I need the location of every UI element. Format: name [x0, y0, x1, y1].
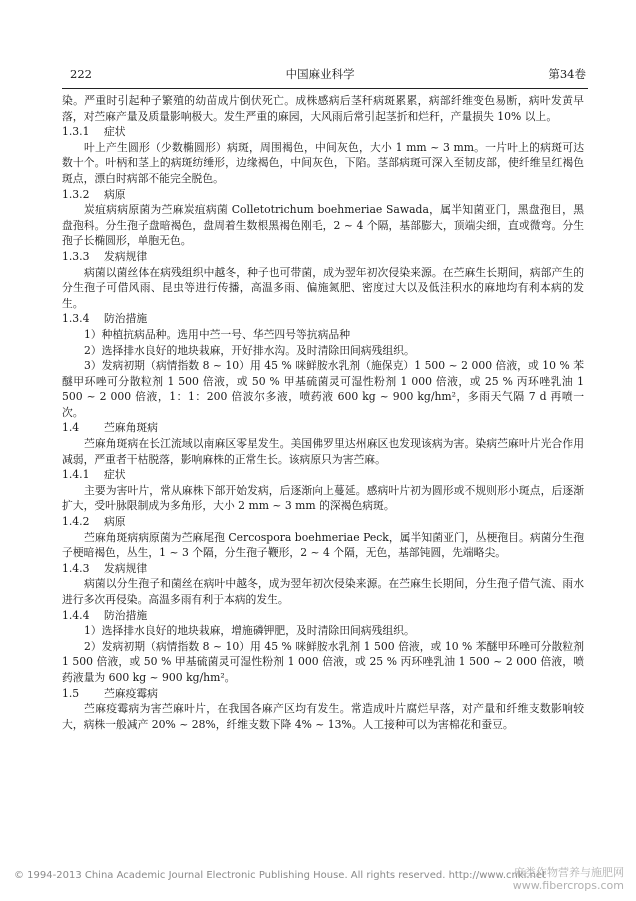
- section-heading: [62, 420, 584, 436]
- section-number: 1.4.1: [62, 468, 90, 482]
- page-number: 222: [70, 67, 92, 81]
- section-title: 苎麻疫霉病: [104, 686, 158, 700]
- section-number: 1.3.1: [62, 125, 90, 139]
- section-heading: [62, 187, 584, 203]
- watermark-line-2: www.fibercrops.com: [512, 879, 624, 892]
- section-number: 1.4.2: [62, 515, 90, 529]
- section-heading: [62, 467, 584, 483]
- body-paragraph: 叶上产生圆形（少数椭圆形）病斑，周围褐色，中间灰色，大小 1 mm ~ 3 mm。一片叶上的病斑可达数十个。叶柄和茎上的病斑纺缍形，边缘褐色，中间灰色，下陷。茎部病斑可深入至韧皮部，使纤维呈红褐色斑点，漂白时病部不能完全脱色。: [62, 140, 584, 185]
- body-paragraph: 苎麻角斑病在长江流域以南麻区零星发生。美国佛罗里达州麻区也发现该病为害。染病苎麻叶片光合作用减弱，严重者干枯脱落，影响麻株的正常生长。该病原只为害苎麻。: [62, 437, 584, 466]
- journal-title: 中国麻业科学: [285, 67, 355, 81]
- section-heading: [62, 608, 584, 624]
- section-heading: [62, 514, 584, 530]
- section-heading: [62, 686, 584, 702]
- section-heading: [62, 311, 584, 327]
- section-title: 症状: [104, 468, 126, 482]
- header-rule: [62, 88, 588, 89]
- section-number: 1.4.4: [62, 608, 90, 622]
- running-header: [70, 66, 586, 88]
- body-paragraph: 2）选择排水良好的地块栽麻，开好排水沟。及时清除田间病残组织。: [84, 343, 415, 357]
- body-paragraph: 主要为害叶片，常从麻株下部开始发病，后逐渐向上蔓延。感病叶片初为圆形或不规则形小斑点，后逐渐扩大，受叶脉限制成为多角形，大小 2 mm ~ 3 mm 的深褐色病斑。: [62, 483, 584, 513]
- body-paragraph: 苎麻疫霉病为害苎麻叶片，在我国各麻产区均有发生。常造成叶片腐烂早落，对产量和纤维支数影响较大，病株一般减产 20% ~ 28%，纤维支数下降 4% ~ 13%。人工接种可以为害棉花和蚕豆。: [62, 702, 584, 731]
- section-heading: [62, 124, 584, 140]
- body-paragraph: 苎麻角斑病病原菌为苎麻尾孢 Cercospora boehmeriae Peck，属半知菌亚门，丛梗孢目。病菌分生孢子梗暗褐色，丛生，1 ~ 3 个隔，分生孢子鞭形，2 ~ 4 个隔，无色，基部钝圆，先端略尖。: [62, 530, 584, 560]
- section-title: 发病规律: [104, 561, 148, 575]
- section-title: 病原: [104, 515, 126, 529]
- body-paragraph: 炭疽病病原菌为苎麻炭疽病菌 Colletotrichum boehmeriae Sawada，属半知菌亚门，黑盘孢目，黑盘孢科。分生孢子盘暗褐色，盘周着生数根黑褐色刚毛，2 ~ 4 个隔，基部膨大，顶端尖细，直或微弯。分生孢子长椭圆形，单胞无色。: [62, 203, 584, 248]
- section-number: 1.3.2: [62, 187, 90, 201]
- section-title: 防治措施: [104, 608, 148, 622]
- section-title: 发病规律: [104, 249, 148, 263]
- body-paragraph: 病菌以分生孢子和菌丝在病叶中越冬，成为翌年初次侵染来源。在苎麻生长期间，分生孢子借气流、雨水进行多次再侵染。高温多雨有利于本病的发生。: [62, 577, 584, 606]
- body-paragraph: 2）发病初期（病情指数 8 ~ 10）用 45 % 咪鲜胺水乳剂 1 500 倍液，或 10 % 苯醚甲环唑可分散粒剂 1 500 倍液，或 50 % 甲基硫菌灵可湿性粉剂 1 000 倍液，或 25 % 丙环唑乳油 1 500 ~ 2 000 倍液，喷药液量为 600 kg ~ 900 kg/hm²。: [62, 639, 584, 684]
- section-number: 1.5: [62, 686, 80, 700]
- watermark-line-1: 麻类作物营养与施肥网: [514, 866, 624, 879]
- copyright-footer: © 1994-2013 China Academic Journal Electronic Publishing House. All rights reserved. http://www.cnki.net: [14, 870, 546, 881]
- section-number: 1.4.3: [62, 561, 90, 575]
- body-paragraph: 1）选择排水良好的地块栽麻，增施磷钾肥，及时清除田间病残组织。: [84, 624, 415, 638]
- body-paragraph: 染。严重时引起种子繁殖的幼苗成片倒伏死亡。成株感病后茎秆病斑累累，病部纤维变色易断，病叶发黄早落，对苎麻产量及质量影响极大。发生严重的麻园，大风雨后常引起茎折和烂秆，产量损失 10% 以上。: [62, 94, 584, 123]
- section-title: 苎麻角斑病: [104, 421, 158, 435]
- section-number: 1.3.4: [62, 312, 90, 326]
- body-paragraph: 1）种植抗病品种。选用中苎一号、华苎四号等抗病品种: [84, 327, 350, 341]
- volume-label: 第34卷: [548, 67, 586, 81]
- body-paragraph: 3）发病初期（病情指数 8 ~ 10）用 45 % 咪鲜胺水乳剂（施保克）1 500 ~ 2 000 倍液，或 10 % 苯醚甲环唑可分散粒剂 1 500 倍液，或 50 % 甲基硫菌灵可湿性粉剂 1 000 倍液，或 25 % 丙环唑乳油 1 500 ~ 2 000 倍液，1：1：200 倍波尔多液，喷药液 600 kg ~ 900 kg/hm²，多雨天气隔 7 d 再喷一次。: [62, 359, 584, 419]
- site-watermark: [513, 866, 624, 892]
- section-heading: [62, 561, 584, 577]
- article-body: [62, 93, 584, 732]
- section-number: 1.4: [62, 421, 80, 435]
- section-title: 病原: [104, 187, 126, 201]
- section-title: 症状: [104, 125, 126, 139]
- section-title: 防治措施: [104, 312, 148, 326]
- section-number: 1.3.3: [62, 249, 90, 263]
- section-heading: [62, 249, 584, 265]
- body-paragraph: 病菌以菌丝体在病残组织中越冬，种子也可带菌，成为翌年初次侵染来源。在苎麻生长期间，病部产生的分生孢子可借风雨、昆虫等进行传播，高温多雨、偏施氮肥、密度过大以及低洼积水的麻地均有利本病的发生。: [62, 265, 584, 310]
